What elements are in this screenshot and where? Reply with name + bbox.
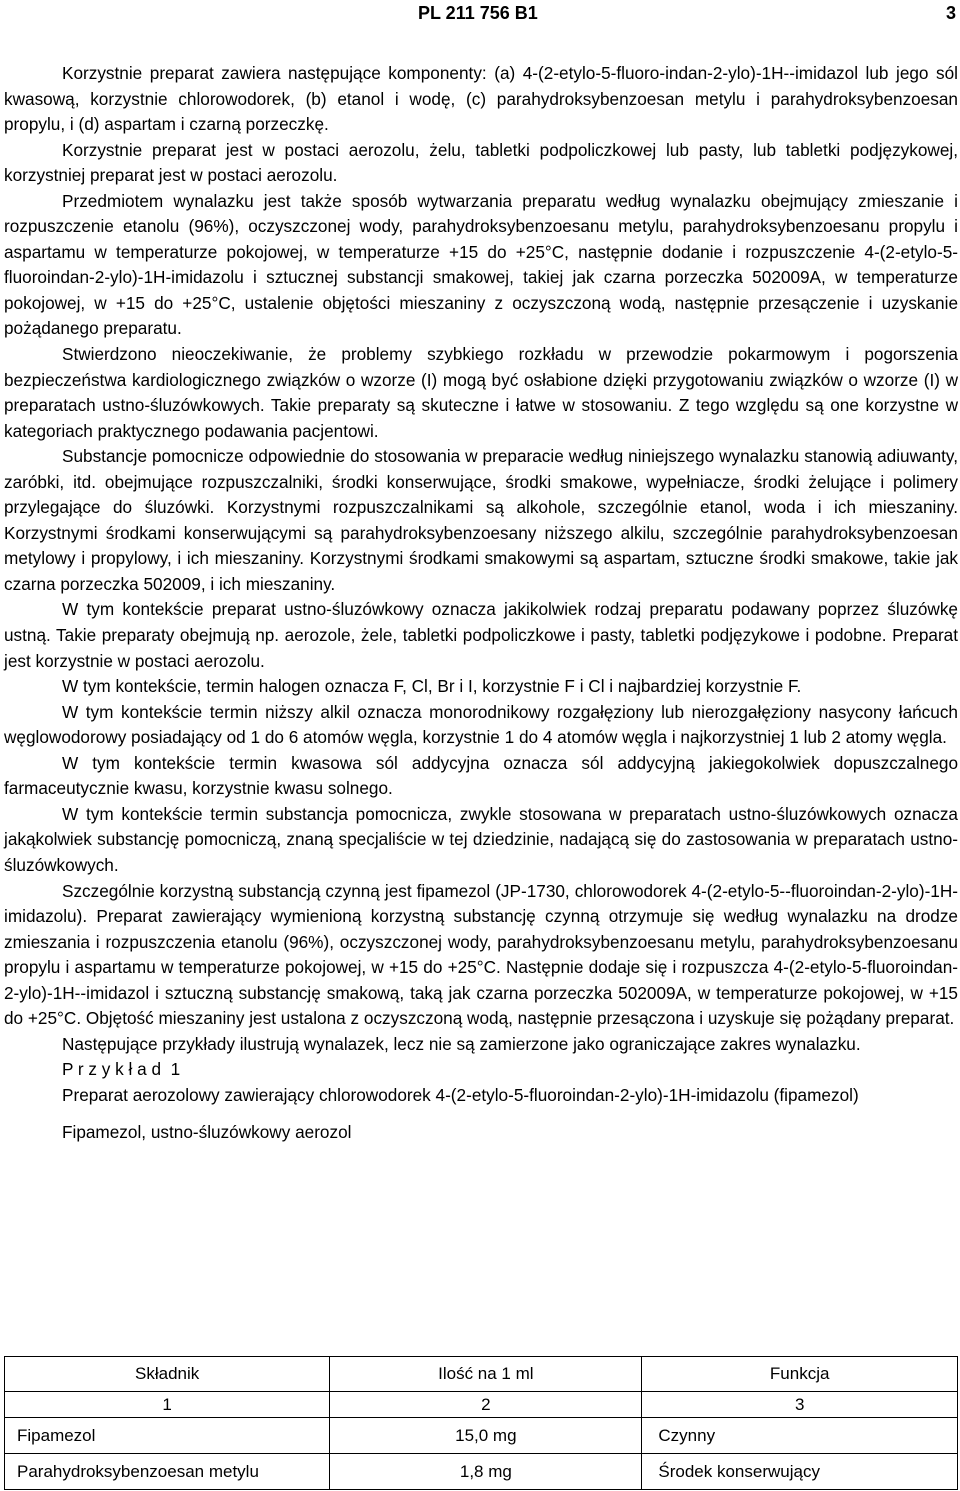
example-heading: P r z y k ł a d 1 <box>62 1059 181 1080</box>
table-cell: 15,0 mg <box>330 1418 642 1454</box>
paragraph: W tym kontekście termin kwasowa sól addycyjna oznacza sól addycyjną jakiegokolwiek dopuszczalnego farmaceutycznie kwasu, korzystnie kwasu solnego. <box>4 752 958 799</box>
column-number-row <box>5 1392 958 1418</box>
header-cell: Funkcja <box>642 1357 958 1392</box>
column-number: 1 <box>5 1392 330 1418</box>
table-cell: Czynny <box>642 1418 958 1454</box>
paragraph: Substancje pomocnicze odpowiednie do stosowania w preparacie według niniejszego wynalazku stanowią adiuwanty, zaróbki, itd. obejmujące rozpuszczalniki, środki konserwujące, środki smakowe, wypełniacze, środki żelujące i polimery przylegające do śluzówki. Korzystnymi rozpuszczalnikami są alkohole, szczególnie etanol, woda i ich mieszaniny. Korzystnymi środkami konserwującymi są parahydroksybenzoesany niższego alkilu, szczególnie parahydroksybenzoesan metylowy i propylowy, i ich mieszaniny. Korzystnymi środkami smakowymi są aspartam, sztuczne środki smakowe, takie jak czarna porzeczka 502009, i ich mieszaniny. <box>4 446 958 594</box>
paragraph: Preparat aerozolowy zawierający chlorowodorek 4-(2-etylo-5-fluoroindan-2-ylo)-1H-imidazolu (fipamezol) <box>62 1084 859 1105</box>
page-number: 3 <box>945 3 956 23</box>
table-cell: Parahydroksybenzoesan metylu <box>5 1454 330 1490</box>
paragraph: W tym kontekście, termin halogen oznacza F, Cl, Br i I, korzystnie F i Cl i najbardziej korzystnie F. <box>62 676 802 697</box>
paragraph: Stwierdzono nieoczekiwanie, że problemy szybkiego rozkładu w przewodzie pokarmowym i pogorszenia bezpieczeństwa kardiologicznego związków o wzorze (I) mogą być osłabione dzięki przygotowaniu związków o wzorze (I) w preparatach ustno-śluzówkowych. Takie preparaty są skuteczne i łatwe w stosowaniu. Z tego względu są one korzystne w kategoriach praktycznego podawania pacjentowi. <box>4 344 958 441</box>
table-row <box>5 1454 958 1490</box>
table-row <box>5 1418 958 1454</box>
paragraph: Przedmiotem wynalazku jest także sposób wytwarzania preparatu według wynalazku obejmujący zmieszanie i rozpuszczenie etanolu (96%), oczyszczonej wody, parahydroksybenzoesanu metylu, parahydroksybenzoesanu propylu i aspartamu w temperaturze pokojowej, w temperaturze +15 do +25°C, następnie dodanie i rozpuszczenie 4-(2-etylo-5-fluoroindan-2-ylo)-1H-imidazolu i sztucznej substancji smakowej, takiej jak czarna porzeczka 502009A, w temperaturze pokojowej, w +15 do +25°C, ustalenie objętości mieszaniny z oczyszczoną wodą, następnie przesączenie i uzyskanie pożądanego preparatu. <box>4 190 958 339</box>
ingredients-table <box>4 1356 958 1490</box>
document-body <box>4 61 958 1146</box>
paragraph: W tym kontekście termin niższy alkil oznacza monorodnikowy rozgałęziony lub nierozgałęziony nasycony łańcuch węglowodorowy posiadający od 1 do 6 atomów węgla, korzystnie 1 do 4 atomów węgla i najkorzystniej 1 lub 2 atomy węgla. <box>4 701 958 748</box>
table-header-row <box>5 1357 958 1392</box>
paragraph: Szczególnie korzystną substancją czynną jest fipamezol (JP-1730, chlorowodorek 4-(2-etylo-5--fluoroindan-2-ylo)-1H-imidazolu). Preparat zawierający wymienioną korzystną substancję czynną otrzymuje się według wynalazku na drodze zmieszania i rozpuszczenia etanolu (96%), oczyszczonej wody, parahydroksybenzoesanu metylu, parahydroksybenzoesanu propylu i aspartamu w temperaturze pokojowej, w +15 do +25°C. Następnie dodaje się i rozpuszcza 4-(2-etylo-5-fluoroindan-2-ylo)-1H--imidazol i sztuczną substancję smakową, taką jak czarna porzeczka 502009A, w temperaturze pokojowej, w +15 do +25°C. Objętość mieszaniny jest ustalona z oczyszczoną wodą, następnie przesączona i uzyskuje się pożądany preparat. <box>4 880 958 1029</box>
document-number: PL 211 756 B1 <box>418 3 538 23</box>
column-number: 2 <box>330 1392 642 1418</box>
paragraph: W tym kontekście preparat ustno-śluzówkowy oznacza jakikolwiek rodzaj preparatu podawany poprzez śluzówkę ustną. Takie preparaty obejmują np. aerozole, żele, tabletki podpoliczkowe i pasty, tabletki podjęzykowe i podobne. Preparat jest korzystnie w postaci aerozolu. <box>4 599 958 671</box>
table-cell: Środek konserwujący <box>642 1454 958 1490</box>
paragraph: Następujące przykłady ilustrują wynalazek, lecz nie są zamierzone jako ograniczające zakres wynalazku. <box>62 1033 861 1054</box>
table-cell: Fipamezol <box>5 1418 330 1454</box>
page-header <box>0 3 960 25</box>
paragraph: W tym kontekście termin substancja pomocnicza, zwykle stosowana w preparatach ustno-śluzówkowych oznacza jakąkolwiek substancję pomocniczą, znaną specjaliście w tej dziedzinie, nadającą się do zastosowania w preparatach ustno-śluzówkowych. <box>4 803 958 875</box>
header-cell: Składnik <box>5 1357 330 1392</box>
paragraph: Korzystnie preparat jest w postaci aerozolu, żelu, tabletki podpoliczkowej lub pasty, lub tabletki podjęzykowej, korzystniej preparat jest w postaci aerozolu. <box>4 139 958 186</box>
header-cell: Ilość na 1 ml <box>330 1357 642 1392</box>
table-cell: 1,8 mg <box>330 1454 642 1490</box>
table-caption: Fipamezol, ustno-śluzówkowy aerozol <box>62 1122 352 1143</box>
paragraph: Korzystnie preparat zawiera następujące komponenty: (a) 4-(2-etylo-5-fluoro-indan-2-ylo)-1H--imidazol lub jego sól kwasową, korzystnie chlorowodorek, (b) etanol i wodę, (c) parahydroksybenzoesan metylu i parahydroksybenzoesan propylu, i (d) aspartam i czarną porzeczkę. <box>4 63 958 135</box>
column-number: 3 <box>642 1392 958 1418</box>
